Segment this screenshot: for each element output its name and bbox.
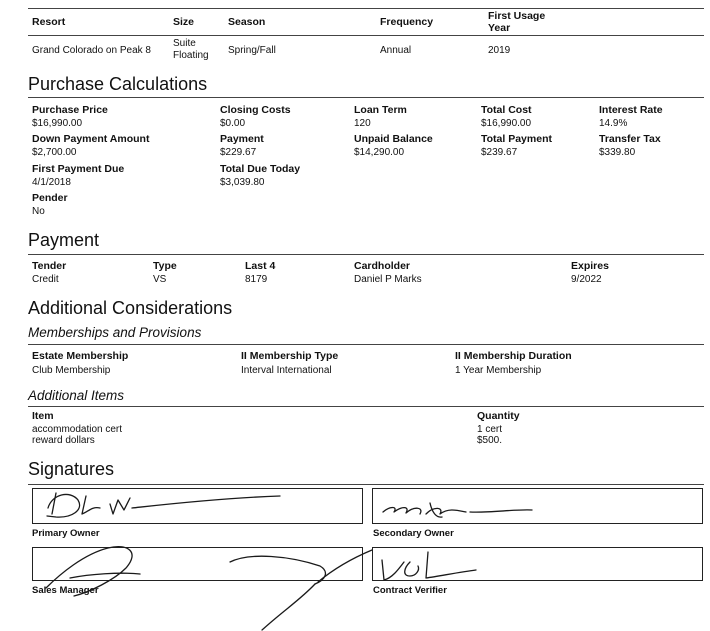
- secondary-owner-label: Secondary Owner: [373, 528, 454, 539]
- down-payment-label: Down Payment Amount: [32, 133, 150, 145]
- resort-value: Grand Colorado on Peak 8: [32, 45, 151, 56]
- total-payment-value: $239.67: [481, 147, 518, 158]
- last4-label: Last 4: [245, 260, 276, 272]
- list-item-quantity: $500.: [477, 435, 503, 446]
- size-value: Suite Floating: [173, 38, 209, 61]
- list-item: accommodation cert: [32, 424, 123, 435]
- membership-duration-value: 1 Year Membership: [455, 365, 542, 376]
- type-label: Type: [153, 260, 177, 272]
- frequency-header: Frequency: [380, 16, 434, 28]
- down-payment-value: $2,700.00: [32, 147, 77, 158]
- tender-value: Credit: [32, 274, 59, 285]
- total-payment-label: Total Payment: [481, 133, 552, 145]
- payment-label: Payment: [220, 133, 264, 145]
- list-item: reward dollars: [32, 435, 95, 446]
- pender-label: Pender: [32, 192, 68, 204]
- interest-rate-label: Interest Rate: [599, 104, 663, 116]
- list-item-quantity: 1 cert: [477, 424, 503, 435]
- total-cost-label: Total Cost: [481, 104, 532, 116]
- expires-label: Expires: [571, 260, 609, 272]
- first-payment-due-label: First Payment Due: [32, 163, 125, 175]
- membership-type-label: II Membership Type: [241, 350, 339, 362]
- first-payment-due-value: 4/1/2018: [32, 177, 71, 188]
- interest-rate-value: 14.9%: [599, 118, 628, 129]
- secondary-owner-signature: [383, 503, 532, 517]
- sales-manager-label: Sales Manager: [32, 585, 99, 596]
- total-due-today-value: $3,039.80: [220, 177, 265, 188]
- contract-verifier-label: Contract Verifier: [373, 585, 447, 596]
- closing-costs-value: $0.00: [220, 118, 246, 129]
- unpaid-balance-value: $14,290.00: [354, 147, 405, 158]
- sales-manager-signature: [46, 547, 372, 630]
- size-header: Size: [173, 16, 195, 28]
- primary-owner-label: Primary Owner: [32, 528, 100, 539]
- total-cost-value: $16,990.00: [481, 118, 532, 129]
- frequency-value: Annual: [380, 45, 412, 56]
- purchase-price-label: Purchase Price: [32, 104, 108, 116]
- tender-label: Tender: [32, 260, 67, 272]
- purchase-price-value: $16,990.00: [32, 118, 83, 129]
- additional-items-title: Additional Items: [28, 388, 125, 403]
- membership-duration-label: II Membership Duration: [455, 350, 572, 362]
- item-header: Item: [32, 410, 54, 422]
- transfer-tax-label: Transfer Tax: [599, 133, 661, 145]
- cardholder-value: Daniel P Marks: [354, 274, 422, 285]
- pender-value: No: [32, 206, 45, 217]
- quantity-header: Quantity: [477, 410, 520, 422]
- contract-verifier-signature: [382, 552, 476, 580]
- loan-term-value: 120: [354, 118, 371, 129]
- payment-value: $229.67: [220, 147, 257, 158]
- payment-title: Payment: [28, 230, 100, 250]
- total-due-today-label: Total Due Today: [220, 163, 301, 175]
- last4-value: 8179: [245, 274, 268, 285]
- closing-costs-label: Closing Costs: [220, 104, 291, 116]
- memberships-title: Memberships and Provisions: [28, 325, 202, 340]
- unpaid-balance-label: Unpaid Balance: [354, 133, 433, 145]
- cardholder-label: Cardholder: [354, 260, 411, 272]
- first-usage-year-value: 2019: [488, 45, 511, 56]
- resort-header: Resort: [32, 16, 66, 28]
- expires-value: 9/2022: [571, 274, 602, 285]
- transfer-tax-value: $339.80: [599, 147, 636, 158]
- membership-type-value: Interval International: [241, 365, 332, 376]
- type-value: VS: [153, 274, 167, 285]
- additional-considerations-title: Additional Considerations: [28, 298, 233, 318]
- estate-membership-value: Club Membership: [32, 365, 111, 376]
- season-header: Season: [228, 16, 266, 28]
- estate-membership-label: Estate Membership: [32, 350, 129, 362]
- season-value: Spring/Fall: [228, 45, 276, 56]
- loan-term-label: Loan Term: [354, 104, 407, 116]
- primary-owner-signature: [47, 493, 280, 517]
- purchase-calculations-title: Purchase Calculations: [28, 74, 208, 94]
- first-usage-year-header: First Usage Year: [488, 10, 546, 34]
- signatures-title: Signatures: [28, 459, 115, 479]
